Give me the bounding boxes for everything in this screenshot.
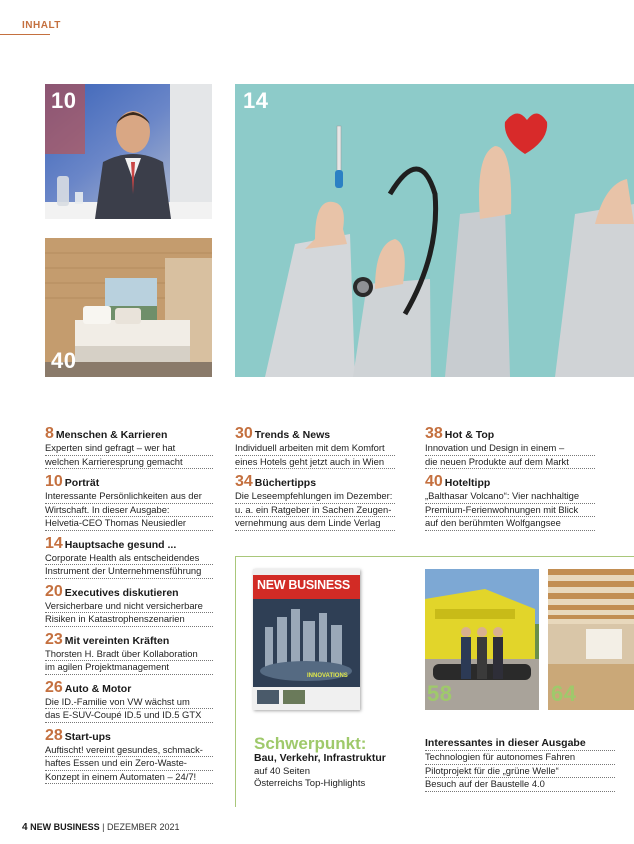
cover-subtitle: INNOVATIONS (307, 673, 348, 679)
toc-description-line: Helvetia-CEO Thomas Neusiedler (45, 517, 213, 531)
toc-description-line: Versicherbare und nicht versicherbare (45, 600, 213, 614)
toc-description-line: eines Hotels geht jetzt auch in Wien (235, 456, 395, 470)
toc-page-number: 20 (45, 582, 63, 600)
toc-page-number: 23 (45, 630, 63, 648)
toc-description-line: Wirtschaft. In dieser Ausgabe: (45, 504, 213, 518)
toc-description-line: Innovation und Design in einem – (425, 442, 595, 456)
toc-column-3 (425, 427, 595, 537)
toc-column-1 (45, 427, 213, 790)
toc-page-number: 8 (45, 425, 54, 442)
toc-page-number: 26 (45, 678, 63, 696)
focus-title: Schwerpunkt: (254, 734, 367, 753)
cover-city-illustration (253, 599, 360, 710)
magazine-cover[interactable] (253, 569, 360, 710)
toc-description-line: vernehmung aus dem Linde Verlag (235, 517, 395, 531)
toc-title: Start-ups (64, 730, 111, 743)
photo-number-14: 14 (243, 88, 269, 113)
toc-title: Menschen & Karrieren (55, 429, 168, 441)
photo-number-58: 58 (427, 681, 453, 706)
interesting-line: Technologien für autonomes Fahren (425, 751, 615, 765)
toc-title: Trends & News (254, 429, 331, 441)
toc-page-number: 28 (45, 726, 63, 744)
page-number: 4 (22, 822, 28, 833)
photo-timber-building (548, 569, 634, 710)
toc-description-line: Premium-Ferienwohnungen mit Blick (425, 504, 595, 518)
toc-description-line: u. a. ein Ratgeber in Sachen Zeugen- (235, 504, 395, 518)
focus-line: Österreichs Top-Highlights (254, 778, 366, 789)
toc-description-line: haftes Essen und ein Zero-Waste- (45, 757, 213, 771)
toc-title: Porträt (64, 477, 100, 489)
toc-description-line: Die Leseempfehlungen im Dezember: (235, 490, 395, 504)
toc-item[interactable] (235, 427, 395, 469)
toc-description-line: auf den berühmten Wolfgangsee (425, 517, 595, 531)
footer-brand: NEW BUSINESS (30, 822, 100, 832)
toc-title: Executives diskutieren (64, 586, 179, 599)
toc-title: Hoteltipp (444, 477, 491, 489)
toc-description-line: Instrument der Unternehmensführung (45, 565, 213, 579)
toc-description-line: im agilen Projektmanagement (45, 661, 213, 675)
photo-health-hands (235, 84, 634, 377)
toc-description-line: Auftischt! vereint gesundes, schmack- (45, 744, 213, 758)
toc-page-number: 10 (45, 473, 63, 490)
toc-column-2 (235, 427, 395, 537)
cover-title: NEW BUSINESS (257, 578, 350, 592)
toc-page-number: 14 (45, 534, 63, 552)
toc-description-line: Experten sind gefragt – wer hat (45, 442, 213, 456)
interesting-box[interactable] (425, 737, 615, 792)
toc-description-line: Interessante Persönlichkeiten aus der (45, 490, 213, 504)
toc-description-line: Konzept in einem Automaten – 24/7! (45, 771, 213, 785)
footer-issue: DEZEMBER 2021 (106, 822, 180, 832)
toc-item[interactable] (235, 475, 395, 531)
toc-page-number: 38 (425, 425, 443, 442)
section-label: INHALT (22, 20, 61, 31)
toc-item[interactable] (425, 475, 595, 531)
page-footer (22, 822, 180, 833)
toc-description-line: „Balthasar Volcano“: Vier nachhaltige (425, 490, 595, 504)
toc-page-number: 34 (235, 473, 253, 490)
section-divider (0, 34, 50, 35)
toc-description-line: die neuen Produkte auf dem Markt (425, 456, 595, 470)
interesting-title: Interessantes in dieser Ausgabe (425, 737, 615, 751)
toc-page-number: 40 (425, 473, 443, 490)
toc-description-line: Die ID.-Familie von VW wächst um (45, 696, 213, 710)
toc-description-line: Risiken in Katastrophenszenarien (45, 613, 213, 627)
toc-item[interactable] (45, 427, 213, 469)
toc-title: Hot & Top (444, 429, 495, 441)
toc-item[interactable] (45, 475, 213, 531)
toc-title: Hauptsache gesund ... (64, 538, 177, 551)
toc-description-line: das E-SUV-Coupé ID.5 und ID.5 GTX (45, 709, 213, 723)
toc-item[interactable] (45, 534, 213, 579)
focus-line: auf 40 Seiten (254, 766, 310, 777)
toc-item[interactable] (45, 678, 213, 723)
interesting-line: Pilotprojekt für die „grüne Welle“ (425, 765, 615, 779)
photo-construction-machine (425, 569, 539, 710)
toc-description-line: Thorsten H. Bradt über Kollaboration (45, 648, 213, 662)
toc-item[interactable] (45, 630, 213, 675)
photo-hotel-room (45, 238, 212, 377)
photo-number-64: 64 (551, 681, 577, 706)
toc-item[interactable] (45, 582, 213, 627)
photo-number-10: 10 (51, 88, 77, 113)
photo-number-40: 40 (51, 348, 77, 373)
toc-title: Mit vereinten Kräften (64, 634, 170, 647)
photo-portrait (45, 84, 212, 219)
focus-subtitle: Bau, Verkehr, Infrastruktur (254, 752, 386, 764)
toc-item[interactable] (425, 427, 595, 469)
footer-separator: | (102, 822, 105, 832)
toc-title: Büchertipps (254, 477, 317, 489)
toc-description-line: Individuell arbeiten mit dem Komfort (235, 442, 395, 456)
interesting-line: Besuch auf der Baustelle 4.0 (425, 778, 615, 792)
toc-description-line: Corporate Health als entscheidendes (45, 552, 213, 566)
toc-item[interactable] (45, 726, 213, 785)
toc-title: Auto & Motor (64, 682, 132, 695)
toc-description-line: welchen Karrieresprung gemacht (45, 456, 213, 470)
toc-page-number: 30 (235, 425, 253, 442)
